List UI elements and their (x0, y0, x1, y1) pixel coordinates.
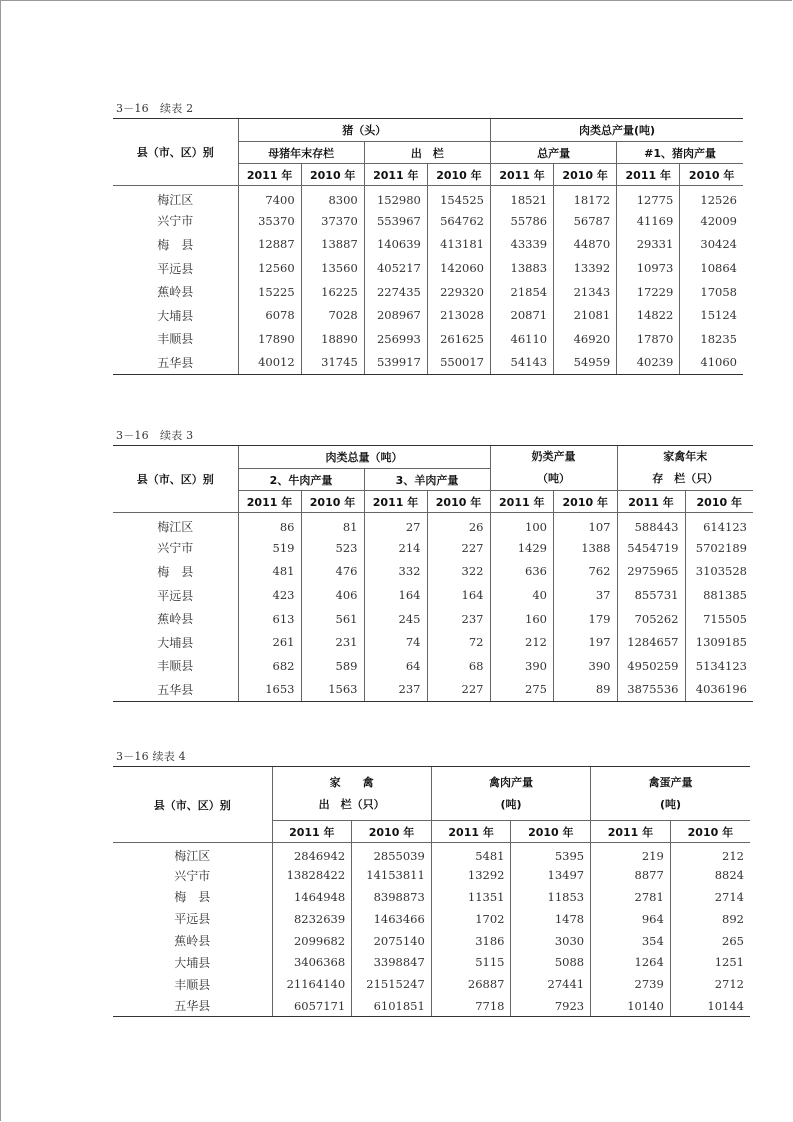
region-name: 蕉岭县 (157, 285, 194, 300)
region-name: 蕉岭县 (157, 612, 194, 627)
value-cell: 68 (427, 654, 490, 678)
region-name: 五华县 (113, 995, 272, 1017)
group-header (591, 767, 750, 821)
value-cell: 21854 (490, 280, 553, 304)
value-cell: 6057171 (272, 995, 352, 1017)
table-row (113, 583, 753, 607)
value-cell: 227 (427, 536, 490, 560)
value-cell: 2099682 (272, 930, 352, 952)
value-cell: 72 (427, 630, 490, 654)
value-cell: 197 (554, 630, 618, 654)
region-name: 梅 县 (174, 890, 211, 905)
region-name: 兴宁市 (174, 868, 211, 883)
value-cell: 1563 (301, 678, 364, 702)
table-caption: 3－16 续表 4 (116, 750, 186, 763)
value-cell: 6078 (238, 303, 301, 327)
value-cell: 237 (364, 678, 427, 702)
value-cell: 3875536 (617, 678, 685, 702)
table-row (113, 654, 753, 678)
table-caption: 3－16 续表 3 (116, 429, 194, 442)
value-cell: 519 (238, 536, 301, 560)
value-cell: 160 (490, 607, 554, 631)
region-name: 梅 县 (157, 564, 194, 579)
value-cell: 7400 (238, 186, 301, 210)
value-cell: 561 (301, 607, 364, 631)
region-name: 大埔县 (174, 955, 211, 970)
table-row (113, 351, 743, 375)
value-cell: 550017 (427, 351, 490, 375)
value-cell: 10973 (617, 256, 680, 280)
table-row (113, 536, 753, 560)
value-cell: 46110 (490, 327, 553, 351)
value-cell: 54143 (490, 351, 553, 375)
table-row (113, 209, 743, 233)
value-cell: 212 (670, 843, 750, 865)
table-caption: 3－16 续表 2 (116, 102, 194, 115)
value-cell: 42009 (680, 209, 743, 233)
value-cell: 8824 (670, 864, 750, 886)
table-row (113, 233, 743, 257)
value-cell: 5115 (431, 951, 511, 973)
value-cell: 332 (364, 560, 427, 584)
region-name: 兴宁市 (157, 214, 194, 229)
value-cell: 406 (301, 583, 364, 607)
group-header-line: 禽蛋产量 (648, 775, 693, 789)
region-name: 五华县 (113, 678, 238, 702)
value-cell: 588443 (617, 513, 685, 537)
table-row (113, 864, 750, 886)
value-cell: 3406368 (272, 951, 352, 973)
value-cell: 523 (301, 536, 364, 560)
table-row (113, 303, 743, 327)
value-cell: 17058 (680, 280, 743, 304)
value-cell: 1251 (670, 951, 750, 973)
value-cell: 12775 (617, 186, 680, 210)
value-cell: 13883 (490, 256, 553, 280)
table-row (113, 280, 743, 304)
statistics-table-4 (113, 766, 750, 1017)
table-row (113, 843, 750, 865)
region-name: 大埔县 (157, 308, 194, 323)
region-column-header: 县（市、区）别 (113, 119, 238, 186)
year-column-header: 2010 年 (352, 821, 432, 843)
value-cell: 2846942 (272, 843, 352, 865)
value-cell: 390 (554, 654, 618, 678)
group-header (617, 446, 753, 491)
value-cell: 476 (301, 560, 364, 584)
value-cell: 5702189 (685, 536, 753, 560)
value-cell: 212 (490, 630, 554, 654)
value-cell: 2855039 (352, 843, 432, 865)
value-cell: 413181 (427, 233, 490, 257)
value-cell: 37370 (301, 209, 364, 233)
value-cell: 18521 (490, 186, 553, 210)
value-cell: 11351 (431, 886, 511, 908)
value-cell: 40239 (617, 351, 680, 375)
subgroup-header: 出 栏 (364, 142, 490, 164)
year-column-header: 2011 年 (617, 491, 685, 513)
year-column-header: 2011 年 (490, 164, 553, 186)
value-cell: 682 (238, 654, 301, 678)
year-column-header: 2011 年 (238, 491, 301, 513)
value-cell: 43339 (490, 233, 553, 257)
year-column-header: 2010 年 (301, 164, 364, 186)
year-column-header: 2010 年 (685, 491, 753, 513)
value-cell: 539917 (364, 351, 427, 375)
table-row (113, 186, 743, 210)
value-cell: 237 (427, 607, 490, 631)
region-column-header: 县（市、区）别 (113, 446, 238, 513)
value-cell: 12887 (238, 233, 301, 257)
value-cell: 17229 (617, 280, 680, 304)
group-header: 肉类总产量(吨) (490, 119, 743, 142)
value-cell: 256993 (364, 327, 427, 351)
value-cell: 10140 (591, 995, 671, 1017)
value-cell: 17890 (238, 327, 301, 351)
statistics-table-2 (113, 118, 743, 375)
group-header-line: （吨） (537, 472, 570, 485)
value-cell: 705262 (617, 607, 685, 631)
value-cell: 1702 (431, 908, 511, 930)
value-cell: 261 (238, 630, 301, 654)
value-cell: 4950259 (617, 654, 685, 678)
value-cell: 27 (364, 513, 427, 537)
value-cell: 1478 (511, 908, 591, 930)
value-cell: 107 (554, 513, 618, 537)
year-column-header: 2011 年 (490, 491, 554, 513)
table-row (113, 930, 750, 952)
value-cell: 1464948 (272, 886, 352, 908)
value-cell: 27441 (511, 973, 591, 995)
value-cell: 164 (427, 583, 490, 607)
value-cell: 55786 (490, 209, 553, 233)
region-name: 丰顺县 (157, 659, 194, 674)
value-cell: 100 (490, 513, 554, 537)
table-row (113, 607, 753, 631)
value-cell: 14153811 (352, 864, 432, 886)
year-column-header: 2010 年 (511, 821, 591, 843)
value-cell: 35370 (238, 209, 301, 233)
group-header-line: 存 栏（只） (652, 472, 719, 485)
value-cell: 322 (427, 560, 490, 584)
value-cell: 229320 (427, 280, 490, 304)
value-cell: 2075140 (352, 930, 432, 952)
value-cell: 18172 (554, 186, 617, 210)
value-cell: 553967 (364, 209, 427, 233)
year-column-header: 2011 年 (431, 821, 511, 843)
year-column-header: 2010 年 (301, 491, 364, 513)
value-cell: 54959 (554, 351, 617, 375)
table-row (113, 951, 750, 973)
value-cell: 613 (238, 607, 301, 631)
value-cell: 6101851 (352, 995, 432, 1017)
region-name: 兴宁市 (157, 541, 194, 556)
subgroup-header: 总产量 (490, 142, 616, 164)
value-cell: 40 (490, 583, 554, 607)
value-cell: 8398873 (352, 886, 432, 908)
value-cell: 3186 (431, 930, 511, 952)
value-cell: 5395 (511, 843, 591, 865)
value-cell: 10144 (670, 995, 750, 1017)
value-cell: 245 (364, 607, 427, 631)
table-row (113, 995, 750, 1017)
value-cell: 14822 (617, 303, 680, 327)
year-column-header: 2011 年 (272, 821, 352, 843)
region-name: 大埔县 (157, 635, 194, 650)
value-cell: 227435 (364, 280, 427, 304)
value-cell: 964 (591, 908, 671, 930)
group-header-line: (吨) (500, 797, 522, 811)
table-row (113, 886, 750, 908)
value-cell: 214 (364, 536, 427, 560)
value-cell: 7923 (511, 995, 591, 1017)
value-cell: 64 (364, 654, 427, 678)
subgroup-header: 3、羊肉产量 (364, 469, 490, 491)
value-cell: 81 (301, 513, 364, 537)
value-cell: 29331 (617, 233, 680, 257)
value-cell: 44870 (554, 233, 617, 257)
year-column-header: 2011 年 (238, 164, 301, 186)
value-cell: 481 (238, 560, 301, 584)
value-cell: 13828422 (272, 864, 352, 886)
value-cell: 715505 (685, 607, 753, 631)
value-cell: 354 (591, 930, 671, 952)
value-cell: 17870 (617, 327, 680, 351)
statistics-table-3 (113, 445, 753, 702)
table-row (113, 678, 753, 702)
value-cell: 265 (670, 930, 750, 952)
value-cell: 1264 (591, 951, 671, 973)
region-column-header: 县（市、区）别 (113, 767, 272, 843)
value-cell: 3103528 (685, 560, 753, 584)
value-cell: 2739 (591, 973, 671, 995)
table-row (113, 327, 743, 351)
group-header (431, 767, 590, 821)
region-name: 丰顺县 (157, 332, 194, 347)
value-cell: 5088 (511, 951, 591, 973)
group-header-line: 禽肉产量 (488, 775, 533, 789)
value-cell: 18235 (680, 327, 743, 351)
value-cell: 892 (670, 908, 750, 930)
value-cell: 21081 (554, 303, 617, 327)
region-name: 梅 县 (157, 237, 194, 252)
year-column-header: 2010 年 (554, 164, 617, 186)
subgroup-header: #1、猪肉产量 (617, 142, 743, 164)
year-column-header: 2010 年 (427, 164, 490, 186)
table-row (113, 560, 753, 584)
value-cell: 762 (554, 560, 618, 584)
region-name: 平远县 (174, 912, 211, 927)
value-cell: 89 (554, 678, 618, 702)
region-name: 丰顺县 (174, 977, 211, 992)
value-cell: 7028 (301, 303, 364, 327)
value-cell: 46920 (554, 327, 617, 351)
value-cell: 13887 (301, 233, 364, 257)
value-cell: 37 (554, 583, 618, 607)
value-cell: 3030 (511, 930, 591, 952)
value-cell: 564762 (427, 209, 490, 233)
year-column-header: 2010 年 (670, 821, 750, 843)
value-cell: 16225 (301, 280, 364, 304)
table-row (113, 973, 750, 995)
group-header (272, 767, 431, 821)
value-cell: 26887 (431, 973, 511, 995)
value-cell: 2975965 (617, 560, 685, 584)
value-cell: 3398847 (352, 951, 432, 973)
table-row (113, 908, 750, 930)
group-header: 肉类总量（吨） (238, 446, 490, 469)
value-cell: 18890 (301, 327, 364, 351)
region-name: 五华县 (113, 351, 238, 375)
year-column-header: 2010 年 (680, 164, 743, 186)
group-header-line: (吨) (660, 797, 682, 811)
value-cell: 26 (427, 513, 490, 537)
value-cell: 30424 (680, 233, 743, 257)
value-cell: 1429 (490, 536, 554, 560)
value-cell: 56787 (554, 209, 617, 233)
region-name: 梅江区 (157, 193, 194, 208)
value-cell: 152980 (364, 186, 427, 210)
year-column-header: 2011 年 (364, 164, 427, 186)
value-cell: 5454719 (617, 536, 685, 560)
table-row (113, 256, 743, 280)
value-cell: 5481 (431, 843, 511, 865)
value-cell: 1463466 (352, 908, 432, 930)
value-cell: 15225 (238, 280, 301, 304)
value-cell: 390 (490, 654, 554, 678)
value-cell: 2781 (591, 886, 671, 908)
value-cell: 40012 (238, 351, 301, 375)
region-name: 平远县 (157, 588, 194, 603)
value-cell: 881385 (685, 583, 753, 607)
value-cell: 13392 (554, 256, 617, 280)
value-cell: 614123 (685, 513, 753, 537)
value-cell: 142060 (427, 256, 490, 280)
region-name: 平远县 (157, 261, 194, 276)
group-header-line: 奶类产量 (531, 450, 576, 463)
table-row (113, 630, 753, 654)
year-column-header: 2011 年 (591, 821, 671, 843)
value-cell: 154525 (427, 186, 490, 210)
value-cell: 2712 (670, 973, 750, 995)
year-column-header: 2011 年 (617, 164, 680, 186)
value-cell: 12526 (680, 186, 743, 210)
value-cell: 1309185 (685, 630, 753, 654)
value-cell: 20871 (490, 303, 553, 327)
value-cell: 140639 (364, 233, 427, 257)
region-name: 蕉岭县 (174, 934, 211, 949)
value-cell: 7718 (431, 995, 511, 1017)
group-header: 猪（头） (238, 119, 490, 142)
value-cell: 179 (554, 607, 618, 631)
value-cell: 164 (364, 583, 427, 607)
value-cell: 13292 (431, 864, 511, 886)
value-cell: 5134123 (685, 654, 753, 678)
value-cell: 1284657 (617, 630, 685, 654)
group-header-line: 家禽年末 (663, 450, 708, 463)
year-column-header: 2010 年 (554, 491, 618, 513)
value-cell: 231 (301, 630, 364, 654)
subgroup-header: 2、牛肉产量 (238, 469, 364, 491)
value-cell: 13560 (301, 256, 364, 280)
value-cell: 21164140 (272, 973, 352, 995)
value-cell: 74 (364, 630, 427, 654)
table-row (113, 513, 753, 537)
value-cell: 11853 (511, 886, 591, 908)
value-cell: 31745 (301, 351, 364, 375)
group-header (490, 446, 617, 491)
value-cell: 213028 (427, 303, 490, 327)
value-cell: 10864 (680, 256, 743, 280)
value-cell: 12560 (238, 256, 301, 280)
value-cell: 8300 (301, 186, 364, 210)
value-cell: 8877 (591, 864, 671, 886)
subgroup-header: 母猪年末存栏 (238, 142, 364, 164)
value-cell: 423 (238, 583, 301, 607)
region-name: 梅江区 (174, 849, 211, 864)
region-name: 梅江区 (157, 520, 194, 535)
year-column-header: 2010 年 (427, 491, 490, 513)
value-cell: 405217 (364, 256, 427, 280)
value-cell: 636 (490, 560, 554, 584)
value-cell: 41169 (617, 209, 680, 233)
value-cell: 41060 (680, 351, 743, 375)
group-header-line: 家 禽 (329, 775, 374, 789)
value-cell: 1388 (554, 536, 618, 560)
value-cell: 275 (490, 678, 554, 702)
value-cell: 13497 (511, 864, 591, 886)
value-cell: 219 (591, 843, 671, 865)
value-cell: 2714 (670, 886, 750, 908)
value-cell: 86 (238, 513, 301, 537)
value-cell: 21343 (554, 280, 617, 304)
value-cell: 21515247 (352, 973, 432, 995)
value-cell: 589 (301, 654, 364, 678)
year-column-header: 2011 年 (364, 491, 427, 513)
value-cell: 8232639 (272, 908, 352, 930)
value-cell: 4036196 (685, 678, 753, 702)
group-header-line: 出 栏（只） (318, 797, 385, 811)
value-cell: 1653 (238, 678, 301, 702)
value-cell: 855731 (617, 583, 685, 607)
value-cell: 261625 (427, 327, 490, 351)
value-cell: 208967 (364, 303, 427, 327)
value-cell: 15124 (680, 303, 743, 327)
value-cell: 227 (427, 678, 490, 702)
